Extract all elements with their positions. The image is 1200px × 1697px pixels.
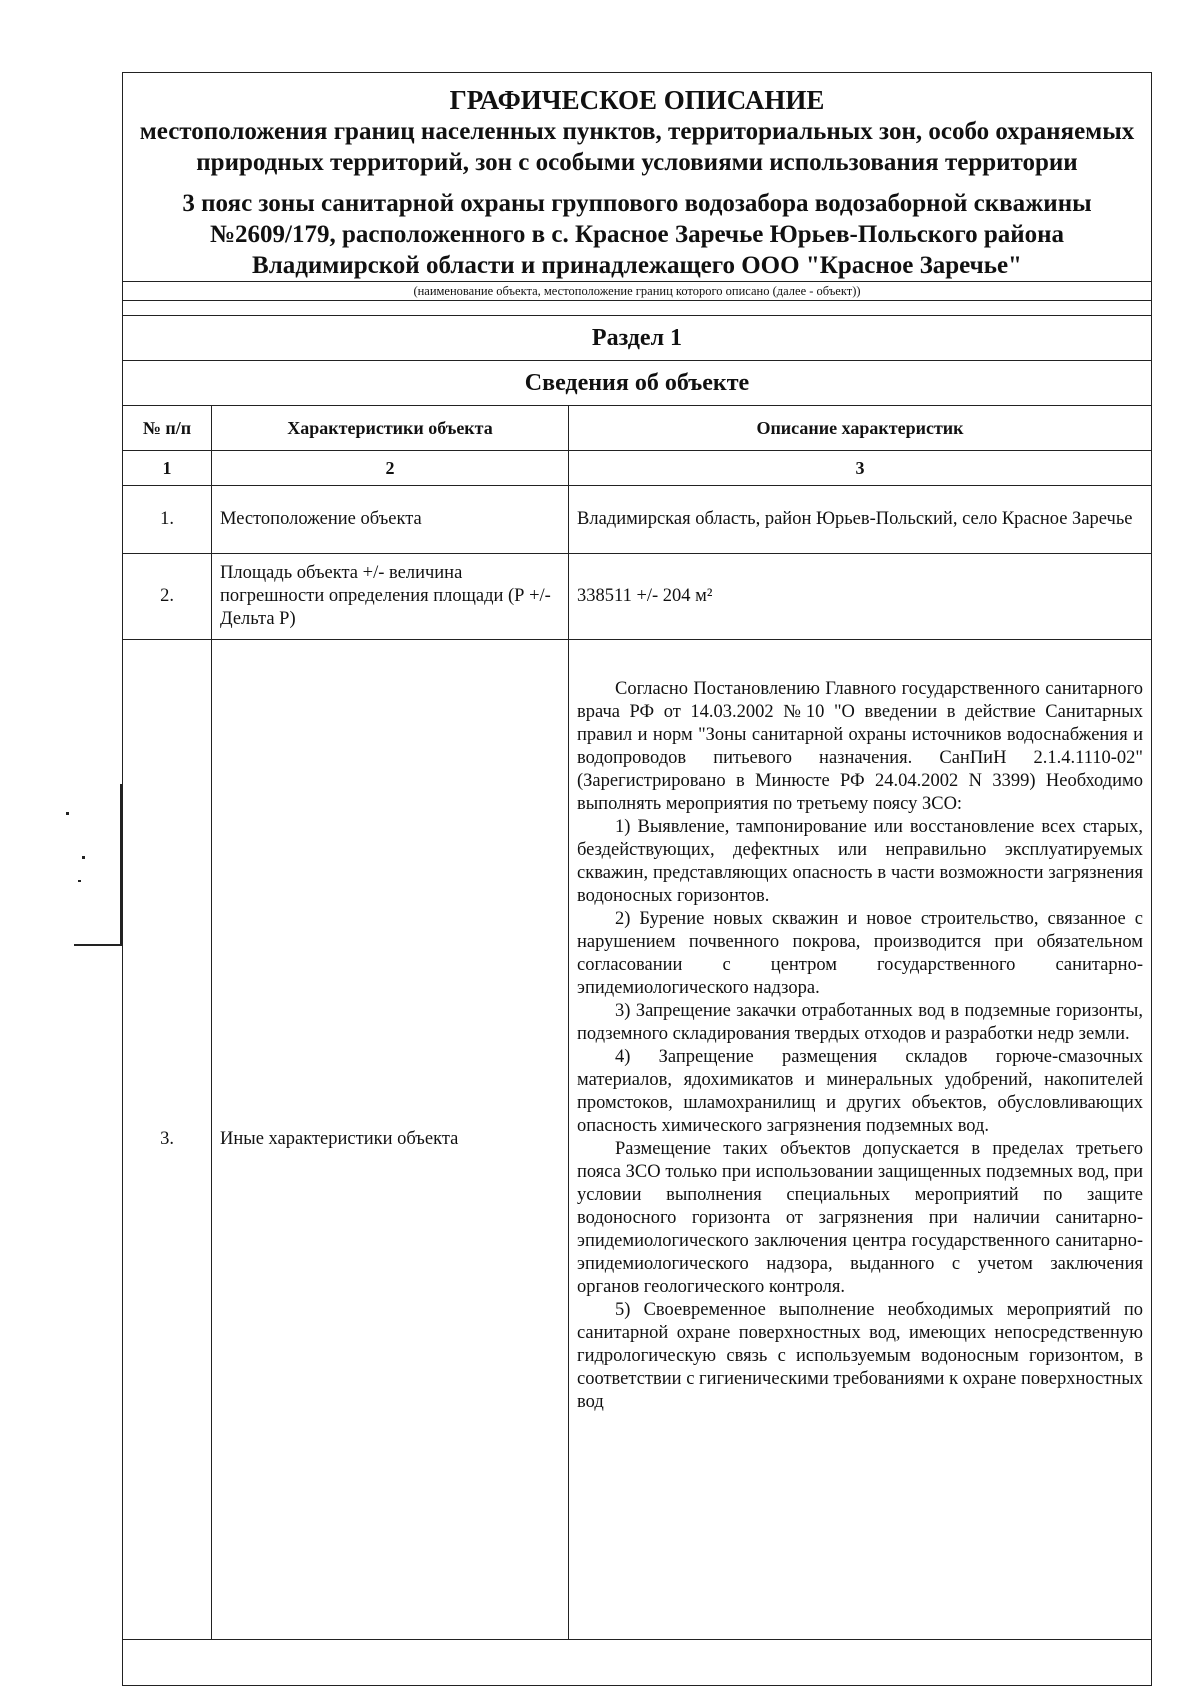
table-row — [123, 640, 1151, 1640]
section-title: Сведения об объекте — [123, 360, 1151, 405]
description-paragraph: 5) Своевременное выполнение необходимых мероприятий по санитарной охране поверхностных вод, имеющих непосредственную гидрологическую связь с используемым водоносным горизонтом, в соответствии с гигиеническими требованиями к охране поверхностных вод — [577, 1300, 1143, 1412]
description-paragraph: 1) Выявление, тампонирование или восстановление всех старых, бездействующих, дефектных или неправильно эксплуатируемых скважин, представляющих опасность в части возможности загрязнения водоносных горизонтов. — [577, 817, 1143, 906]
description-paragraph: Размещение таких объектов допускается в пределах третьего пояса ЗСО только при использовании защищенных подземных вод, при условии выполнения специальных мероприятий по защите водоносного горизонта от загрязнения при наличии санитарно-эпидемиологического заключения центра государственного санитарно-эпидемиологического надзора, выданного с учетом заключения органов геологического контроля. — [577, 1139, 1143, 1297]
description-paragraph: 4) Запрещение размещения складов горюче-смазочных материалов, ядохимикатов и минеральных удобрений, накопителей промстоков, шламохранилищ и других объектов, обусловливающих опасность химического загрязнения подземных вод. — [577, 1047, 1143, 1136]
caption-rule — [123, 281, 1151, 300]
document-title: ГРАФИЧЕСКОЕ ОПИСАНИЕ — [449, 85, 825, 115]
colnum-3: 3 — [569, 451, 1152, 486]
description-paragraph: 2) Бурение новых скважин и новое строительство, связанное с нарушением почвенного покрова, производится при обязательном согласовании с центром государственного санитарно-эпидемиологического надзора. — [577, 909, 1143, 998]
row-description: Владимирская область, район Юрьев-Польский, село Красное Заречье — [569, 486, 1152, 554]
document-header — [123, 85, 1151, 281]
colnum-2: 2 — [212, 451, 569, 486]
header-characteristic: Характеристики объекта — [212, 406, 569, 451]
section-number: Раздел 1 — [123, 315, 1151, 360]
object-info-table — [123, 405, 1151, 1640]
margin-dot — [82, 856, 85, 859]
row-characteristic: Иные характеристики объекта — [212, 640, 569, 1640]
object-caption: (наименование объекта, местоположение границ которого описано (далее - объект)) — [413, 284, 861, 298]
margin-dot — [66, 812, 69, 815]
header-description: Описание характеристик — [569, 406, 1152, 451]
document-frame — [122, 72, 1152, 1686]
margin-dot — [78, 880, 81, 882]
row-number: 2. — [123, 554, 212, 640]
colnum-1: 1 — [123, 451, 212, 486]
row-description: 338511 +/- 204 м² — [569, 554, 1152, 640]
table-row — [123, 554, 1151, 640]
spacer-band — [123, 300, 1151, 315]
description-paragraph: 3) Запрещение закачки отработанных вод в подземные горизонты, подземного складирования твердых отходов и разработки недр земли. — [577, 1001, 1143, 1044]
row-characteristic: Местоположение объекта — [212, 486, 569, 554]
row-number: 1. — [123, 486, 212, 554]
table-header-row — [123, 406, 1151, 451]
table-colnum-row — [123, 451, 1151, 486]
margin-horizontal-line — [74, 944, 122, 946]
row-characteristic: Площадь объекта +/- величина погрешности определения площади (Р +/- Дельта Р) — [212, 554, 569, 640]
document-subtitle: местоположения границ населенных пунктов, территориальных зон, особо охраняемых природных территорий, зон с особыми условиями использования территории — [139, 118, 1135, 176]
row-number: 3. — [123, 640, 212, 1640]
description-paragraph: Согласно Постановлению Главного государственного санитарного врача РФ от 14.03.2002 №10 "О введении в действие Санитарных правил и норм "Зоны санитарной охраны источников водоснабжения и водопроводов питьевого назначения. СанПиН 2.1.4.1110-02" (Зарегистрировано в Минюсте РФ 24.04.2002 N 3399) Необходимо выполнять мероприятия по третьему поясу ЗСО: — [577, 679, 1143, 814]
header-num: № п/п — [123, 406, 212, 451]
row-description-long — [569, 640, 1152, 1640]
table-row — [123, 486, 1151, 554]
object-name: 3 пояс зоны санитарной охраны группового водозабора водозаборной скважины №2609/179, расположенного в с. Красное Заречье Юрьев-Польского района Владимирской области и принадлежащего ООО "Красное Заречье" — [182, 190, 1092, 279]
